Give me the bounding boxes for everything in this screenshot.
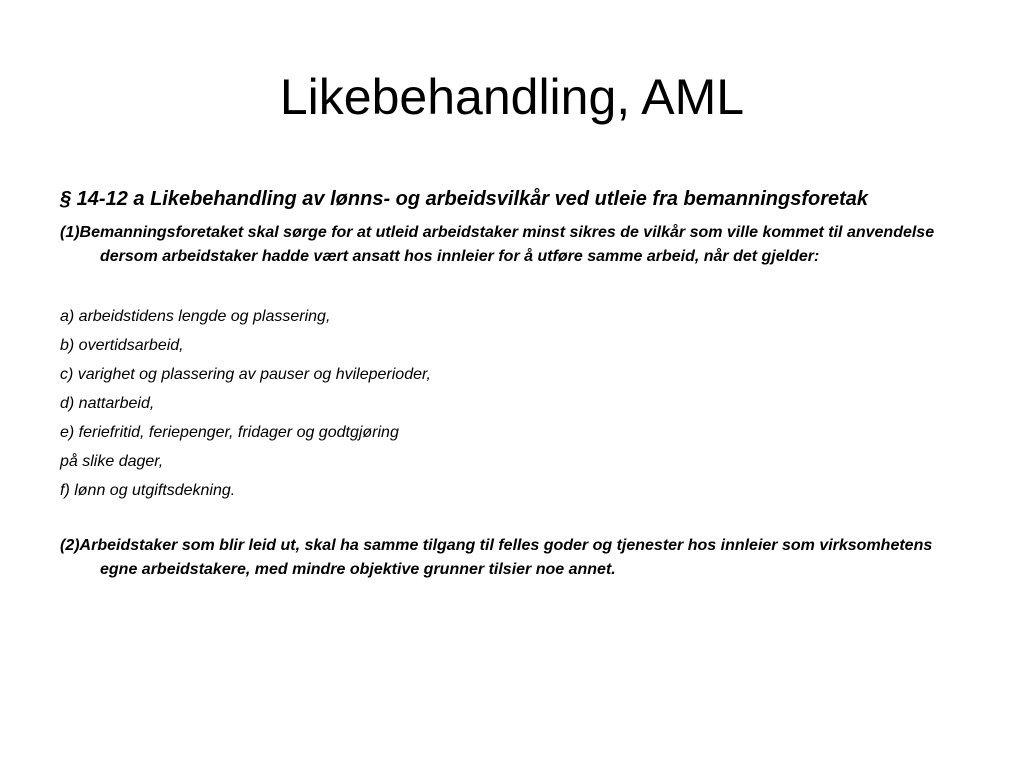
paragraph-1: (1)Bemanningsforetaket skal sørge for at utleid arbeidstaker minst sikres de vilkår som ville kommet til anvendelse dersom arbeidstaker hadde vært ansatt hos innleier for å utføre samme arbeid, når det gjelder: [60, 224, 935, 265]
slide-title: Likebehandling, AML [279, 69, 745, 125]
conditions-list [60, 302, 960, 505]
list-item: e) feriefritid, feriepenger, fridager og godtgjøring [60, 424, 399, 441]
paragraph-2: (2)Arbeidstaker som blir leid ut, skal ha samme tilgang til felles goder og tjenester hos innleier som virksomhetens egne arbeidstakere, med mindre objektive grunner tilsier noe annet. [60, 537, 933, 578]
list-item: c) varighet og plassering av pauser og hvileperioder, [60, 366, 431, 383]
list-item: på slike dager, [60, 453, 164, 470]
list-item: a) arbeidstidens lengde og plassering, [60, 308, 331, 325]
list-item: f) lønn og utgiftsdekning. [60, 482, 236, 499]
list-item: d) nattarbeid, [60, 395, 155, 412]
list-item: b) overtidsarbeid, [60, 337, 184, 354]
section-heading: § 14-12 a Likebehandling av lønns- og arbeidsvilkår ved utleie fra bemanningsforetak [60, 188, 869, 210]
slide-body [60, 185, 960, 582]
